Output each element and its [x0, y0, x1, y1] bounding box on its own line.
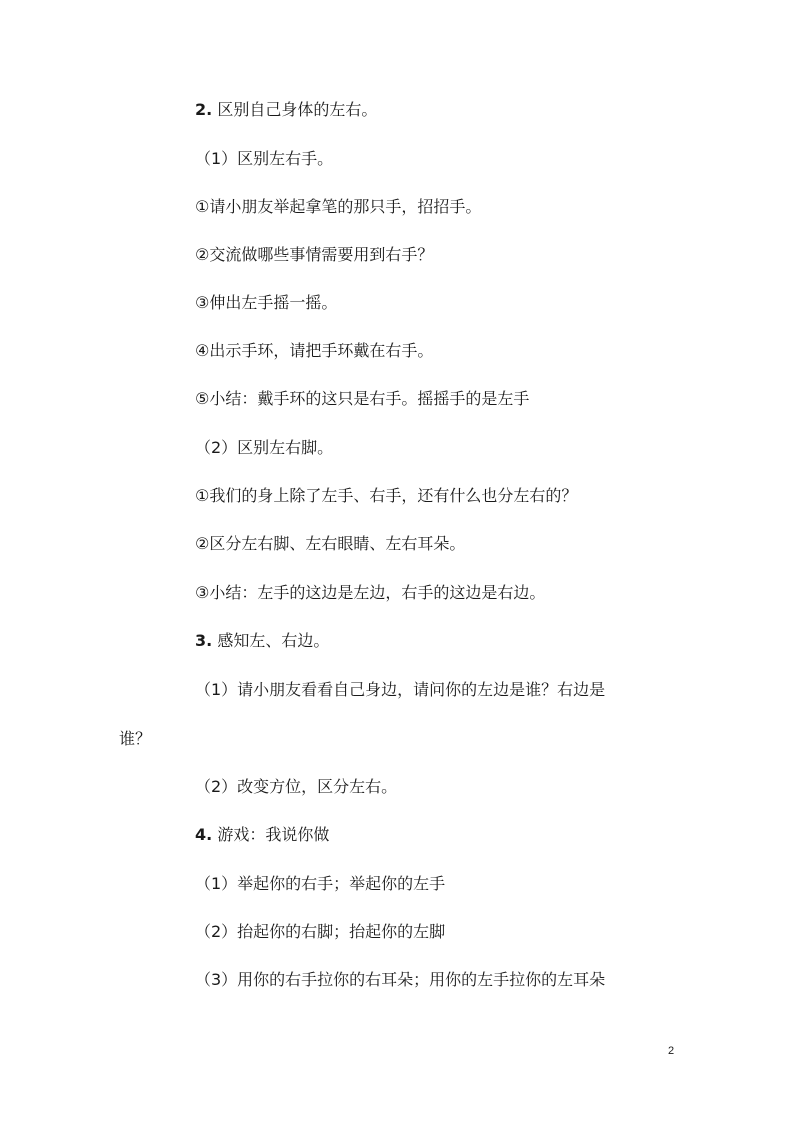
section-heading-4 [195, 825, 329, 845]
section-heading-3 [195, 631, 329, 651]
paragraph-line: ⑤小结：戴手环的这只是右手。摇摇手的是左手 [195, 389, 530, 408]
paragraph-line: （1）请小朋友看看自己身边，请问你的左边是谁？右边是 [195, 680, 606, 699]
section-number: 3. [195, 631, 213, 650]
paragraph-line: ②区分左右脚、左右眼睛、左右耳朵。 [195, 534, 466, 553]
paragraph-line: ②交流做哪些事情需要用到右手？ [195, 245, 434, 264]
section-title: 区别自己身体的左右。 [217, 100, 378, 119]
paragraph-line: ①请小朋友举起拿笔的那只手，招招手。 [195, 197, 482, 216]
section-heading-2 [195, 100, 377, 120]
section-number: 2. [195, 100, 213, 119]
paragraph-line: ③小结：左手的这边是左边，右手的这边是右边。 [195, 583, 546, 602]
paragraph-line: （1）区别左右手。 [195, 149, 334, 168]
page-number: 2 [668, 1045, 675, 1057]
paragraph-line-continued: 谁？ [119, 729, 152, 748]
paragraph-line: ④出示手环，请把手环戴在右手。 [195, 341, 434, 360]
section-title: 感知左、右边。 [217, 631, 330, 650]
paragraph-line: （2）抬起你的右脚；抬起你的左脚 [195, 922, 446, 941]
paragraph-line: （2）改变方位，区分左右。 [195, 777, 398, 796]
paragraph-line: （2）区别左右脚。 [195, 438, 334, 457]
paragraph-line: ①我们的身上除了左手、右手，还有什么也分左右的？ [195, 486, 578, 505]
section-number: 4. [195, 825, 213, 844]
paragraph-line: （1）举起你的右手；举起你的左手 [195, 874, 446, 893]
paragraph-line: （3）用你的右手拉你的右耳朵；用你的左手拉你的左耳朵 [195, 970, 606, 989]
paragraph-line: ③伸出左手摇一摇。 [195, 293, 338, 312]
section-title: 游戏：我说你做 [217, 825, 330, 844]
